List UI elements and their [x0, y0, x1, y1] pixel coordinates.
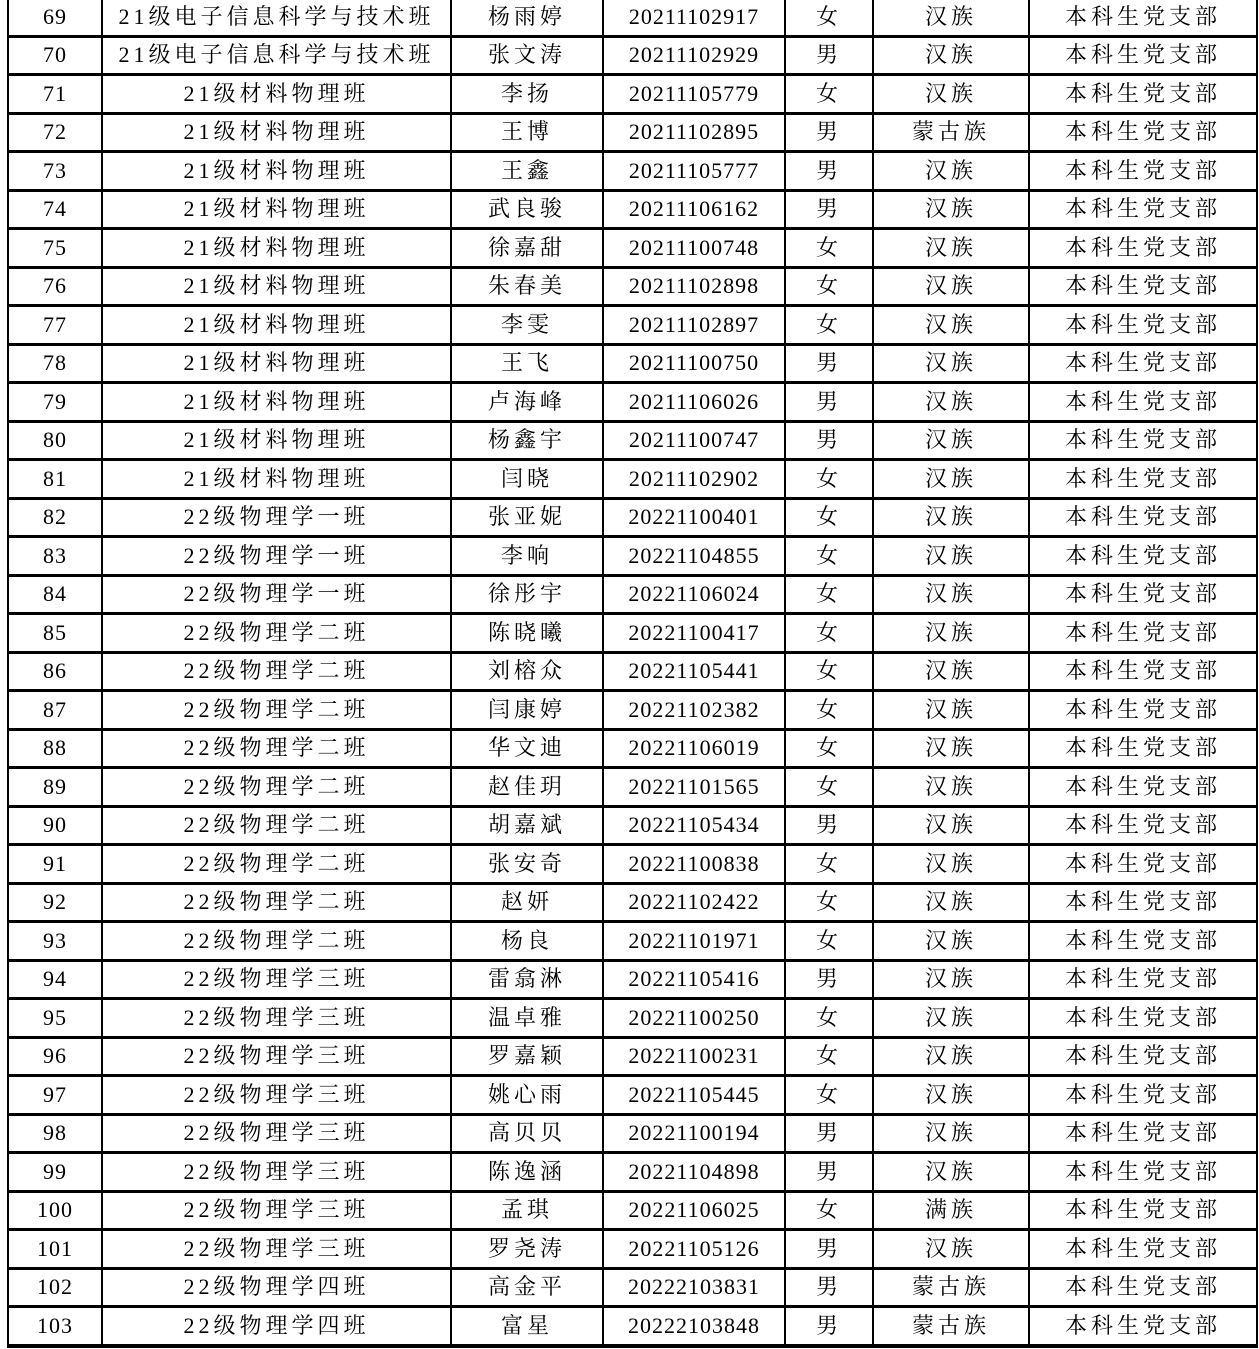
student-id-cell: 20211100747 [603, 421, 785, 460]
student-id-cell: 20222103831 [603, 1268, 785, 1307]
serial-cell: 74 [8, 190, 102, 229]
class-cell: 21级材料物理班 [102, 460, 451, 499]
serial-cell: 80 [8, 421, 102, 460]
party-branch-cell: 本科生党支部 [1029, 768, 1257, 807]
student-id-cell: 20211105779 [603, 75, 785, 114]
name-cell: 姚心雨 [451, 1076, 603, 1115]
table-row [8, 1268, 1257, 1307]
ethnicity-cell: 蒙古族 [873, 1307, 1029, 1347]
gender-cell: 女 [785, 691, 873, 730]
table-row [8, 691, 1257, 730]
party-branch-cell: 本科生党支部 [1029, 1114, 1257, 1153]
gender-cell: 男 [785, 1268, 873, 1307]
class-cell: 22级物理学一班 [102, 537, 451, 576]
party-branch-cell: 本科生党支部 [1029, 1191, 1257, 1230]
party-branch-cell: 本科生党支部 [1029, 845, 1257, 884]
gender-cell: 女 [785, 883, 873, 922]
table-row [8, 1037, 1257, 1076]
name-cell: 王博 [451, 113, 603, 152]
class-cell: 22级物理学二班 [102, 768, 451, 807]
student-id-cell: 20211102895 [603, 113, 785, 152]
table-row [8, 190, 1257, 229]
serial-cell: 82 [8, 498, 102, 537]
student-id-cell: 20211102898 [603, 267, 785, 306]
ethnicity-cell: 汉族 [873, 36, 1029, 75]
ethnicity-cell: 汉族 [873, 1230, 1029, 1269]
party-branch-cell: 本科生党支部 [1029, 421, 1257, 460]
ethnicity-cell: 汉族 [873, 1153, 1029, 1192]
name-cell: 罗嘉颖 [451, 1037, 603, 1076]
gender-cell: 女 [785, 614, 873, 653]
name-cell: 闫晓 [451, 460, 603, 499]
serial-cell: 101 [8, 1230, 102, 1269]
serial-cell: 91 [8, 845, 102, 884]
class-cell: 21级材料物理班 [102, 152, 451, 191]
name-cell: 王飞 [451, 344, 603, 383]
party-branch-cell: 本科生党支部 [1029, 806, 1257, 845]
ethnicity-cell: 汉族 [873, 267, 1029, 306]
class-cell: 21级材料物理班 [102, 383, 451, 422]
serial-cell: 87 [8, 691, 102, 730]
serial-cell: 76 [8, 267, 102, 306]
gender-cell: 女 [785, 575, 873, 614]
name-cell: 李雯 [451, 306, 603, 345]
serial-cell: 86 [8, 652, 102, 691]
ethnicity-cell: 汉族 [873, 1076, 1029, 1115]
name-cell: 赵佳玥 [451, 768, 603, 807]
name-cell: 张文涛 [451, 36, 603, 75]
student-id-cell: 20211102897 [603, 306, 785, 345]
serial-cell: 99 [8, 1153, 102, 1192]
student-id-cell: 20221104855 [603, 537, 785, 576]
party-branch-cell: 本科生党支部 [1029, 152, 1257, 191]
ethnicity-cell: 汉族 [873, 729, 1029, 768]
party-branch-cell: 本科生党支部 [1029, 36, 1257, 75]
party-branch-cell: 本科生党支部 [1029, 960, 1257, 999]
class-cell: 22级物理学三班 [102, 960, 451, 999]
name-cell: 徐彤宇 [451, 575, 603, 614]
student-id-cell: 20221105441 [603, 652, 785, 691]
name-cell: 王鑫 [451, 152, 603, 191]
class-cell: 22级物理学二班 [102, 691, 451, 730]
ethnicity-cell: 汉族 [873, 498, 1029, 537]
ethnicity-cell: 汉族 [873, 575, 1029, 614]
class-cell: 22级物理学三班 [102, 1230, 451, 1269]
serial-cell: 96 [8, 1037, 102, 1076]
table-row [8, 537, 1257, 576]
ethnicity-cell: 汉族 [873, 691, 1029, 730]
class-cell: 22级物理学三班 [102, 1191, 451, 1230]
name-cell: 雷翕淋 [451, 960, 603, 999]
party-branch-cell: 本科生党支部 [1029, 1230, 1257, 1269]
serial-cell: 94 [8, 960, 102, 999]
table-row [8, 652, 1257, 691]
table-row [8, 845, 1257, 884]
party-branch-cell: 本科生党支部 [1029, 1037, 1257, 1076]
name-cell: 刘榕众 [451, 652, 603, 691]
name-cell: 陈逸涵 [451, 1153, 603, 1192]
party-branch-cell: 本科生党支部 [1029, 883, 1257, 922]
class-cell: 21级材料物理班 [102, 229, 451, 268]
gender-cell: 女 [785, 537, 873, 576]
ethnicity-cell: 汉族 [873, 383, 1029, 422]
party-branch-cell: 本科生党支部 [1029, 1153, 1257, 1192]
gender-cell: 女 [785, 229, 873, 268]
ethnicity-cell: 蒙古族 [873, 1268, 1029, 1307]
student-id-cell: 20211100748 [603, 229, 785, 268]
name-cell: 赵妍 [451, 883, 603, 922]
party-branch-cell: 本科生党支部 [1029, 75, 1257, 114]
ethnicity-cell: 蒙古族 [873, 113, 1029, 152]
class-cell: 22级物理学二班 [102, 806, 451, 845]
table-row [8, 113, 1257, 152]
class-cell: 22级物理学三班 [102, 1114, 451, 1153]
class-cell: 21级材料物理班 [102, 190, 451, 229]
class-cell: 22级物理学四班 [102, 1307, 451, 1347]
class-cell: 22级物理学四班 [102, 1268, 451, 1307]
serial-cell: 70 [8, 36, 102, 75]
gender-cell: 女 [785, 1191, 873, 1230]
serial-cell: 92 [8, 883, 102, 922]
ethnicity-cell: 满族 [873, 1191, 1029, 1230]
serial-cell: 102 [8, 1268, 102, 1307]
table-row [8, 267, 1257, 306]
name-cell: 孟琪 [451, 1191, 603, 1230]
student-id-cell: 20221106025 [603, 1191, 785, 1230]
table-row [8, 768, 1257, 807]
table-row [8, 306, 1257, 345]
table-row [8, 883, 1257, 922]
party-branch-cell: 本科生党支部 [1029, 267, 1257, 306]
serial-cell: 100 [8, 1191, 102, 1230]
serial-cell: 71 [8, 75, 102, 114]
gender-cell: 女 [785, 498, 873, 537]
name-cell: 武良骏 [451, 190, 603, 229]
name-cell: 张亚妮 [451, 498, 603, 537]
party-branch-cell: 本科生党支部 [1029, 344, 1257, 383]
class-cell: 22级物理学二班 [102, 729, 451, 768]
party-branch-cell: 本科生党支部 [1029, 190, 1257, 229]
student-id-cell: 20221105126 [603, 1230, 785, 1269]
class-cell: 21级电子信息科学与技术班 [102, 36, 451, 75]
class-cell: 21级材料物理班 [102, 267, 451, 306]
ethnicity-cell: 汉族 [873, 75, 1029, 114]
table-row [8, 0, 1257, 36]
party-branch-cell: 本科生党支部 [1029, 537, 1257, 576]
name-cell: 闫康婷 [451, 691, 603, 730]
name-cell: 温卓雅 [451, 999, 603, 1038]
party-branch-cell: 本科生党支部 [1029, 460, 1257, 499]
gender-cell: 女 [785, 999, 873, 1038]
student-id-cell: 20221105434 [603, 806, 785, 845]
gender-cell: 男 [785, 1114, 873, 1153]
table-row [8, 421, 1257, 460]
table-row [8, 344, 1257, 383]
table-row [8, 460, 1257, 499]
serial-cell: 79 [8, 383, 102, 422]
student-id-cell: 20221104898 [603, 1153, 785, 1192]
party-branch-cell: 本科生党支部 [1029, 498, 1257, 537]
name-cell: 李响 [451, 537, 603, 576]
ethnicity-cell: 汉族 [873, 1114, 1029, 1153]
student-id-cell: 20221105416 [603, 960, 785, 999]
gender-cell: 女 [785, 267, 873, 306]
student-id-cell: 20221106024 [603, 575, 785, 614]
student-id-cell: 20221102382 [603, 691, 785, 730]
gender-cell: 女 [785, 0, 873, 36]
class-cell: 22级物理学三班 [102, 1037, 451, 1076]
serial-cell: 84 [8, 575, 102, 614]
gender-cell: 男 [785, 421, 873, 460]
party-branch-cell: 本科生党支部 [1029, 0, 1257, 36]
gender-cell: 男 [785, 806, 873, 845]
table-row [8, 1114, 1257, 1153]
table-row [8, 36, 1257, 75]
party-branch-cell: 本科生党支部 [1029, 383, 1257, 422]
serial-cell: 98 [8, 1114, 102, 1153]
gender-cell: 男 [785, 344, 873, 383]
ethnicity-cell: 汉族 [873, 1037, 1029, 1076]
table-row [8, 614, 1257, 653]
class-cell: 21级材料物理班 [102, 113, 451, 152]
name-cell: 高贝贝 [451, 1114, 603, 1153]
table-row [8, 1191, 1257, 1230]
class-cell: 21级材料物理班 [102, 306, 451, 345]
table-row [8, 806, 1257, 845]
gender-cell: 男 [785, 1307, 873, 1347]
student-id-cell: 20211102917 [603, 0, 785, 36]
serial-cell: 103 [8, 1307, 102, 1347]
student-id-cell: 20221100250 [603, 999, 785, 1038]
student-id-cell: 20211100750 [603, 344, 785, 383]
serial-cell: 83 [8, 537, 102, 576]
table-body [8, 0, 1257, 1346]
ethnicity-cell: 汉族 [873, 306, 1029, 345]
ethnicity-cell: 汉族 [873, 883, 1029, 922]
ethnicity-cell: 汉族 [873, 922, 1029, 961]
gender-cell: 男 [785, 1230, 873, 1269]
party-branch-cell: 本科生党支部 [1029, 1268, 1257, 1307]
gender-cell: 男 [785, 36, 873, 75]
class-cell: 22级物理学三班 [102, 1076, 451, 1115]
name-cell: 杨雨婷 [451, 0, 603, 36]
ethnicity-cell: 汉族 [873, 652, 1029, 691]
ethnicity-cell: 汉族 [873, 421, 1029, 460]
ethnicity-cell: 汉族 [873, 0, 1029, 36]
table-row [8, 960, 1257, 999]
table-row [8, 1076, 1257, 1115]
name-cell: 杨鑫宇 [451, 421, 603, 460]
student-id-cell: 20221100838 [603, 845, 785, 884]
party-branch-cell: 本科生党支部 [1029, 999, 1257, 1038]
name-cell: 高金平 [451, 1268, 603, 1307]
student-id-cell: 20221101971 [603, 922, 785, 961]
student-id-cell: 20211105777 [603, 152, 785, 191]
party-branch-cell: 本科生党支部 [1029, 306, 1257, 345]
ethnicity-cell: 汉族 [873, 229, 1029, 268]
student-id-cell: 20221101565 [603, 768, 785, 807]
ethnicity-cell: 汉族 [873, 190, 1029, 229]
serial-cell: 95 [8, 999, 102, 1038]
ethnicity-cell: 汉族 [873, 845, 1029, 884]
ethnicity-cell: 汉族 [873, 960, 1029, 999]
table-row [8, 498, 1257, 537]
student-roster-table [7, 0, 1258, 1348]
class-cell: 21级材料物理班 [102, 344, 451, 383]
table-row [8, 1153, 1257, 1192]
serial-cell: 81 [8, 460, 102, 499]
table-row [8, 999, 1257, 1038]
serial-cell: 93 [8, 922, 102, 961]
ethnicity-cell: 汉族 [873, 152, 1029, 191]
class-cell: 22级物理学二班 [102, 922, 451, 961]
serial-cell: 75 [8, 229, 102, 268]
name-cell: 富星 [451, 1307, 603, 1347]
party-branch-cell: 本科生党支部 [1029, 575, 1257, 614]
student-id-cell: 20221105445 [603, 1076, 785, 1115]
serial-cell: 90 [8, 806, 102, 845]
serial-cell: 97 [8, 1076, 102, 1115]
gender-cell: 男 [785, 190, 873, 229]
class-cell: 21级材料物理班 [102, 75, 451, 114]
party-branch-cell: 本科生党支部 [1029, 1307, 1257, 1347]
table-row [8, 1307, 1257, 1347]
class-cell: 22级物理学一班 [102, 498, 451, 537]
gender-cell: 女 [785, 652, 873, 691]
student-id-cell: 20221100231 [603, 1037, 785, 1076]
name-cell: 罗尧涛 [451, 1230, 603, 1269]
name-cell: 杨良 [451, 922, 603, 961]
serial-cell: 77 [8, 306, 102, 345]
party-branch-cell: 本科生党支部 [1029, 113, 1257, 152]
class-cell: 22级物理学三班 [102, 999, 451, 1038]
student-id-cell: 20211106026 [603, 383, 785, 422]
class-cell: 22级物理学二班 [102, 652, 451, 691]
class-cell: 22级物理学一班 [102, 575, 451, 614]
table-row [8, 75, 1257, 114]
class-cell: 21级材料物理班 [102, 421, 451, 460]
gender-cell: 男 [785, 113, 873, 152]
name-cell: 李扬 [451, 75, 603, 114]
name-cell: 陈晓曦 [451, 614, 603, 653]
gender-cell: 女 [785, 768, 873, 807]
ethnicity-cell: 汉族 [873, 614, 1029, 653]
ethnicity-cell: 汉族 [873, 460, 1029, 499]
table-row [8, 152, 1257, 191]
gender-cell: 女 [785, 922, 873, 961]
gender-cell: 女 [785, 75, 873, 114]
class-cell: 22级物理学三班 [102, 1153, 451, 1192]
table-row [8, 229, 1257, 268]
gender-cell: 女 [785, 306, 873, 345]
gender-cell: 女 [785, 1037, 873, 1076]
ethnicity-cell: 汉族 [873, 537, 1029, 576]
ethnicity-cell: 汉族 [873, 806, 1029, 845]
party-branch-cell: 本科生党支部 [1029, 1076, 1257, 1115]
party-branch-cell: 本科生党支部 [1029, 652, 1257, 691]
student-id-cell: 20221106019 [603, 729, 785, 768]
class-cell: 22级物理学二班 [102, 614, 451, 653]
serial-cell: 72 [8, 113, 102, 152]
gender-cell: 男 [785, 383, 873, 422]
student-id-cell: 20211102929 [603, 36, 785, 75]
class-cell: 22级物理学二班 [102, 845, 451, 884]
table-row [8, 383, 1257, 422]
gender-cell: 女 [785, 1076, 873, 1115]
table-row [8, 1230, 1257, 1269]
ethnicity-cell: 汉族 [873, 999, 1029, 1038]
gender-cell: 女 [785, 729, 873, 768]
name-cell: 徐嘉甜 [451, 229, 603, 268]
student-id-cell: 20211106162 [603, 190, 785, 229]
party-branch-cell: 本科生党支部 [1029, 229, 1257, 268]
serial-cell: 88 [8, 729, 102, 768]
name-cell: 张安奇 [451, 845, 603, 884]
serial-cell: 85 [8, 614, 102, 653]
student-id-cell: 20221100417 [603, 614, 785, 653]
class-cell: 22级物理学二班 [102, 883, 451, 922]
table-row [8, 575, 1257, 614]
name-cell: 卢海峰 [451, 383, 603, 422]
name-cell: 胡嘉斌 [451, 806, 603, 845]
gender-cell: 男 [785, 1153, 873, 1192]
gender-cell: 女 [785, 845, 873, 884]
student-id-cell: 20221100194 [603, 1114, 785, 1153]
party-branch-cell: 本科生党支部 [1029, 691, 1257, 730]
party-branch-cell: 本科生党支部 [1029, 614, 1257, 653]
student-id-cell: 20221100401 [603, 498, 785, 537]
party-branch-cell: 本科生党支部 [1029, 729, 1257, 768]
student-id-cell: 20222103848 [603, 1307, 785, 1347]
serial-cell: 69 [8, 0, 102, 36]
serial-cell: 73 [8, 152, 102, 191]
table-row [8, 922, 1257, 961]
class-cell: 21级电子信息科学与技术班 [102, 0, 451, 36]
name-cell: 朱春美 [451, 267, 603, 306]
gender-cell: 男 [785, 960, 873, 999]
gender-cell: 男 [785, 152, 873, 191]
name-cell: 华文迪 [451, 729, 603, 768]
gender-cell: 女 [785, 460, 873, 499]
ethnicity-cell: 汉族 [873, 768, 1029, 807]
student-id-cell: 20211102902 [603, 460, 785, 499]
serial-cell: 78 [8, 344, 102, 383]
serial-cell: 89 [8, 768, 102, 807]
ethnicity-cell: 汉族 [873, 344, 1029, 383]
table-row [8, 729, 1257, 768]
party-branch-cell: 本科生党支部 [1029, 922, 1257, 961]
student-id-cell: 20221102422 [603, 883, 785, 922]
